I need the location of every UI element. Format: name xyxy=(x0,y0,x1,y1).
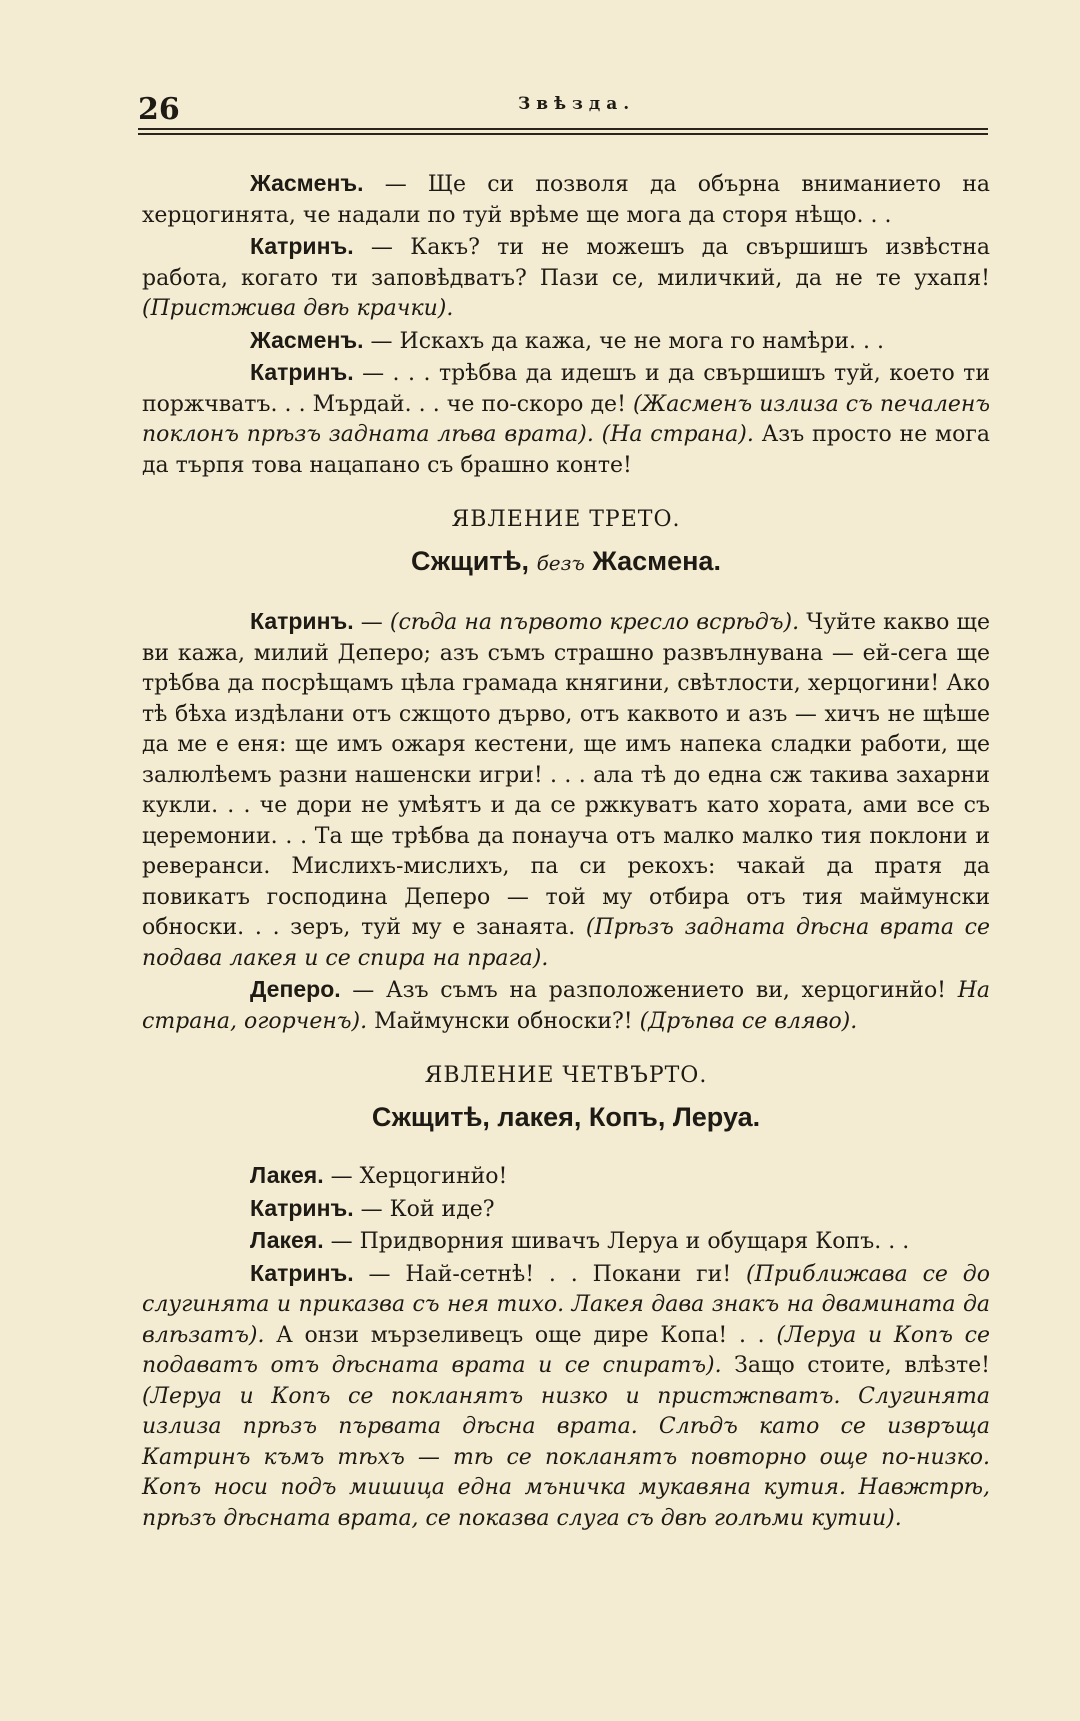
speaker: Лакея. xyxy=(250,1227,324,1253)
header-rule xyxy=(138,128,988,130)
speaker: Катринъ. xyxy=(250,608,354,634)
scene-cast: Сжщитѣ, безъ Жасмена. xyxy=(411,545,721,576)
dialogue-line: Лакея. — Придворния шивачъ Леруа и обущаря Копъ. . . xyxy=(250,1227,910,1254)
speaker: Жасменъ. xyxy=(250,326,364,353)
speaker: Катринъ. xyxy=(250,1259,354,1286)
stage-direction: (Прѣзъ задната дѣсна врата се подава лакея и се спира на прага). xyxy=(142,915,990,971)
stage-direction: (Леруа и Копъ се покланятъ низко и пристжпватъ. Слугинята излиза прѣзъ първата дѣсна врата. Слѣдъ като се извръща Катринъ къмъ тѣхъ — тѣ се покланятъ повторно още по-низко. Копъ носи подъ мишица една мъничка мукавяна кутия. Навжтрѣ, прѣзъ дѣсната врата, се показва слуга съ двѣ голѣми кутии). xyxy=(142,1383,990,1531)
running-title: Звѣзда. xyxy=(518,94,636,114)
dialogue-line: Жасменъ. — Искахъ да кажа, че не мога го намѣри. . . xyxy=(250,326,884,354)
stage-direction: На страна, огорченъ). xyxy=(142,978,990,1034)
play-text xyxy=(142,168,990,1534)
stage-direction: (На страна). xyxy=(601,422,754,447)
header-rule xyxy=(138,133,988,135)
stage-direction: (Жасменъ излиза съ печаленъ поклонъ прѣзъ задната лѣва врата). xyxy=(142,391,991,447)
speaker: Катринъ. xyxy=(250,233,354,259)
scene-heading: ЯВЛЕНИЕ ЧЕТВЪРТО. xyxy=(424,1063,708,1088)
dialogue-line: Катринъ. — Най-сетнѣ! . . Покани ги! (Приближава се до слугинята и приказва съ нея тихо. Лакея дава знакъ на двамината да влѣзатъ). А онзи мързеливецъ още дире Копа! . . (Леруа и Копъ се подаватъ отъ дѣсната врата и се спиратъ). Защо стоите, влѣзте! (Леруа и Копъ се покланятъ низко и пристжпватъ. Слугинята излиза прѣзъ първата дѣсна врата. Слѣдъ като се извръща Катринъ къмъ тѣхъ — тѣ се покланятъ повторно още по-низко. Копъ носи подъ мишица една мъничка мукавяна кутия. Навжтрѣ, прѣзъ дѣсната врата, се показва слуга съ двѣ голѣми кутии). xyxy=(142,1259,990,1531)
dialogue-line: Катринъ. — Какъ? ти не можешъ да свършишъ извѣстна работа, когато ти заповѣдватъ? Пази се, миличкий, да не те ухапя! (Пристжива двѣ крачки). xyxy=(142,233,990,321)
speaker: Жасменъ. xyxy=(250,170,364,196)
stage-direction: (Леруа и Копъ се подаватъ отъ дѣсната врата и се спиратъ). xyxy=(142,1322,990,1378)
speaker: Лакея. xyxy=(250,1162,324,1188)
stage-direction: (Приближава се до слугинята и приказва съ нея тихо. Лакея дава знакъ на двамината да влѣзатъ). xyxy=(142,1261,990,1348)
dialogue-line: Катринъ. — . . . трѣбва да идешъ и да свършишъ туй, което ти поржчватъ. . . Мърдай. . . че по-скоро де! (Жасменъ излиза съ печаленъ поклонъ прѣзъ задната лѣва врата). (На страна). Азъ просто не мога да търпя това нацапано съ брашно конте! xyxy=(142,359,991,478)
dialogue-line: Катринъ. — (сѣда на първото кресло всрѣдъ). Чуйте какво ще ви кажа, милий Деперо; азъ съмъ страшно развълнувана — ей-сега ще трѣбва да посрѣщамъ цѣла грамада княгини, свѣтлости, херцогини! Ако тѣ бѣха издѣлани отъ сжщото дърво, отъ каквото и азъ — хичъ не щѣше да ме е еня: ще имъ ожаря кестени, ще имъ напека сладки работи, ще залюлѣемъ разни нашенски игри! . . . ала тѣ до една сж такива захарни кукли. . . че дори не умѣятъ и да се ржкуватъ като хората, ами все съ церемонии. . . Та ще трѣбва да понауча отъ малко малко тия поклони и реверанси. Мислихъ-мислихъ, па си рекохъ: чакай да пратя да повикатъ господина Деперо — той му отбира отъ тия маймунски обноски. . . зеръ, туй му е занаята. (Прѣзъ задната дѣсна врата се подава лакея и се спира на прага). xyxy=(142,608,990,971)
scene-cast: Сжщитѣ, лакея, Копъ, Леруа. xyxy=(371,1101,761,1132)
stage-direction: (сѣда на първото кресло всрѣдъ). xyxy=(389,610,800,635)
speaker: Катринъ. xyxy=(250,1194,354,1221)
scene-heading: ЯВЛЕНИЕ ТРЕТО. xyxy=(451,507,681,532)
dialogue-line: Катринъ. — Кой иде? xyxy=(250,1194,495,1222)
running-header xyxy=(138,88,988,148)
speaker: Деперо. xyxy=(250,976,341,1002)
dialogue-line: Деперо. — Азъ съмъ на разположението ви, херцогинйо! На страна, огорченъ). Маймунски обноски?! (Дръпва се вляво). xyxy=(142,976,990,1034)
stage-direction: (Дръпва се вляво). xyxy=(639,1008,858,1034)
speaker: Катринъ. xyxy=(250,359,354,385)
dialogue-line: Лакея. — Херцогинйо! xyxy=(250,1162,508,1189)
dialogue-line: Жасменъ. — Ще си позволя да обърна вниманието на херцогинята, че надали по туй врѣме ще мога да сторя нѣщо. . . xyxy=(142,170,990,228)
stage-direction: (Пристжива двѣ крачки). xyxy=(142,296,454,321)
page-number: 26 xyxy=(138,92,180,127)
